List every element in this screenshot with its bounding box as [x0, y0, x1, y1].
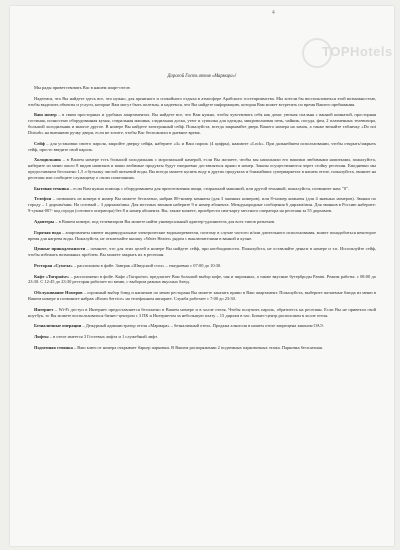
- section-heading-room: Ваш номер: [34, 112, 57, 118]
- section-text-fridge: – в Вашем номере есть большой холодильник с морозильной камерой, если Вы желаете, чтобы мы наполнили его вашими любимыми напитками, пожалуйста, наберите из меню около 8 видов напитков и ваши любимые продукты будут ежедневно доставляться прямо в номер. Заказы осуществляются через стойку ресепшн. Ежедневно мы предоставляем бесплатно 1,5 л бутылку чистой питьевой воды. Вы всегда можете купить воду в других продуктах и ближайших супермаркетах в нашем отеле, пожалуйста, звоните на ресепшн или сообщите служащему о своих пожеланиях.: [28, 157, 377, 180]
- section-text-hot-water: – апартаменты имеют индивидуальные электрические водонагреватели, поэтому в случае частого и/или длительного использования, может понадобиться некоторое время для нагрева воды. Пожалуйста, не отключайте кнопку «Water Heater» рядом с выключателями в ванной и кухне.: [28, 229, 376, 241]
- section-text-cashless: – Дежурный администратор отеля «Мармара» – безналичный отель. Продажа алкоголя в нашем отеле запрещена законом ОАЭ.: [82, 323, 324, 329]
- section-heading-fridge: Холодильник: [34, 157, 62, 163]
- page-number: 4: [272, 10, 275, 16]
- section-text-valuables: – помните, что для этих целей в номере Вы найдете сейф, при необходимости. Пожалуйста, не оставляйте деньги в номере и т.п. Используйте сейф, чтобы избежать возможных проблем. Вы можете закрыть их в ресепшн.: [28, 246, 377, 258]
- section-heading-appliances: Бытовая техника: [34, 185, 69, 191]
- section-heading-valuables: Ценные принадлежности: [34, 246, 86, 252]
- section-heading-cashless: Безналичные операции: [34, 323, 82, 329]
- greeting-heading: Дорогой Гость отеля «Мармара»!: [167, 74, 237, 79]
- section-heading-cafe: Кафе «Turquoise»: [34, 273, 70, 279]
- section-text-parking: – Ваш ключ от номера открывает барьер парковки. В Вашем распоряжении 2 подземных парковочных этажа. Парковка бесплатная.: [73, 344, 323, 350]
- document-body: [28, 74, 376, 355]
- section-text-adapters: – в Вашем номере, под телевизором Вы можете найти универсальный адаптер-удлинитель для всех типов разъемов.: [55, 218, 276, 224]
- section-heading-parking: Подземная стоянка: [34, 344, 73, 350]
- watermark-text: TOPHotels: [322, 44, 393, 59]
- watermark-logo: [298, 32, 393, 72]
- intro-paragraph-1: Мы рады приветствовать Вас в нашем апарт-отеле.: [34, 84, 131, 90]
- section-text-internet: – Wi-Fi доступ в Интернет предоставляется бесплатно в Вашем номере и в холле отеля. Чтобы получить пароль, обратитесь на ресепшн. Если Вы не привезли свой ноутбук, то Вы можете воспользоваться бизнес-центром с 3 ПК и Интернетом за небольшую плату – 15 дирхам в час. Бизнес-центр расположен в холле отеля.: [28, 306, 377, 318]
- section-text-restaurant: – расположен в фойе. Завтрак «Шведский стол» – ежедневно с 07:00 до 10:30.: [73, 262, 222, 268]
- section-text-phone: – позвонить из номера в номер Вы можете бесплатно, набрав 80+номер комнаты (для 3 значных номеров), или 8+номер комнаты (для 4 значных номеров). Звонки по городу – 1 дирхам/мин. На сотовый – 3 дирхама/мин. Для местных звонков наберите 9 и номер абонента. Международные сообщения 6 дирхам/мин. Для звонков в Россию наберите: 9-сумма-007- код города (сотового оператора) без 8 и номер абонента. Вы, также можете, приобрести сим-карту местного оператора на ресепшн за 55 дирхамов.: [28, 196, 377, 214]
- section-text-safe: – для установки своего пароля, закройте дверцу сейфа, наберите «4» и Ваш пароль (4 цифры), нажмите «Lock». При дальнейшем использовании, чтобы открыть/закрыть сейф, просто введите свой пароль.: [28, 140, 376, 152]
- section-text-room: – в связи просторных и удобных апартаментах. Вы найдете все, что Вам нужно, чтобы чувствовать себя как дома: уютная спальня с ванной комнатой, просторная гостиная, полностью оборудованная кухня, стиральная машина, гладильная доска, утюг и сушилка для одежды, микроволновая печь, чайник, посуда, фен, 2 плазменных телевизора, большой холодильник и многое другое. В номере Вы найдете электронный сейф. Пожалуйста, всегда закрывайте дверь Вашего номера на замок, а также вешайте табличку «Do not Disturb» на внешнюю ручку двери, если не хотите, чтобы Вас беспокоили в дневное время.: [28, 112, 377, 135]
- section-heading-restaurant: Ресторан «Сумела»: [34, 262, 73, 268]
- section-text-lifts: – в отеле имеется 3 Гостевых лифта и 1 служебный лифт.: [49, 334, 158, 340]
- section-heading-room-service: Обслуживание Номеров: [34, 290, 83, 296]
- section-text-appliances: – если Вам нужна помощь с оборудованием для приготовления пищи, стиральной машиной, или другой техникой, пожалуйста, позвоните нам: "0".: [69, 185, 350, 191]
- section-heading-lifts: Лифты: [34, 334, 49, 340]
- section-text-room-service: – огромный выбор блюд и напитков по меню ресторана Вы можете заказать прямо в Ваш апартамент. Пожалуйста, выберите желаемые блюда из меню в Вашем номере и позвоните набрав «Room Service» на телефонном аппарате. Служба работает с 7:00 до 23:30.: [28, 290, 376, 302]
- section-heading-safe: Сейф: [34, 140, 45, 146]
- section-heading-internet: Интернет: [34, 306, 54, 312]
- section-heading-hot-water: Горячая вода: [34, 229, 61, 235]
- section-text-cafe: – расположено в фойе. Кафе «Turquoise» предлагает Вам большой выбор кофе, чая и пирожных, а также вкусные бутерброды Panini. Режим работы: с 08:00 до 23:30. С 12:45 до 23:30 ресторан работает по меню, с выбором разных вкусных блюд.: [28, 273, 376, 285]
- intro-paragraph-2: Надеемся, что Вы найдете здесь все, что нужно, для приятного и спокойного отдыха в атмосфере Арабского гостеприимства. Мы хотели бы воспользоваться этой возможностью, чтобы выделить объекты и услуги, которые Вам могут быть полезны, и надеемся, что Вы найдете информацию, которая Вам может встретить по время Вашего пребывания.: [28, 95, 376, 107]
- section-heading-adapters: Адаптеры: [34, 218, 55, 224]
- section-heading-phone: Телефон: [34, 196, 52, 202]
